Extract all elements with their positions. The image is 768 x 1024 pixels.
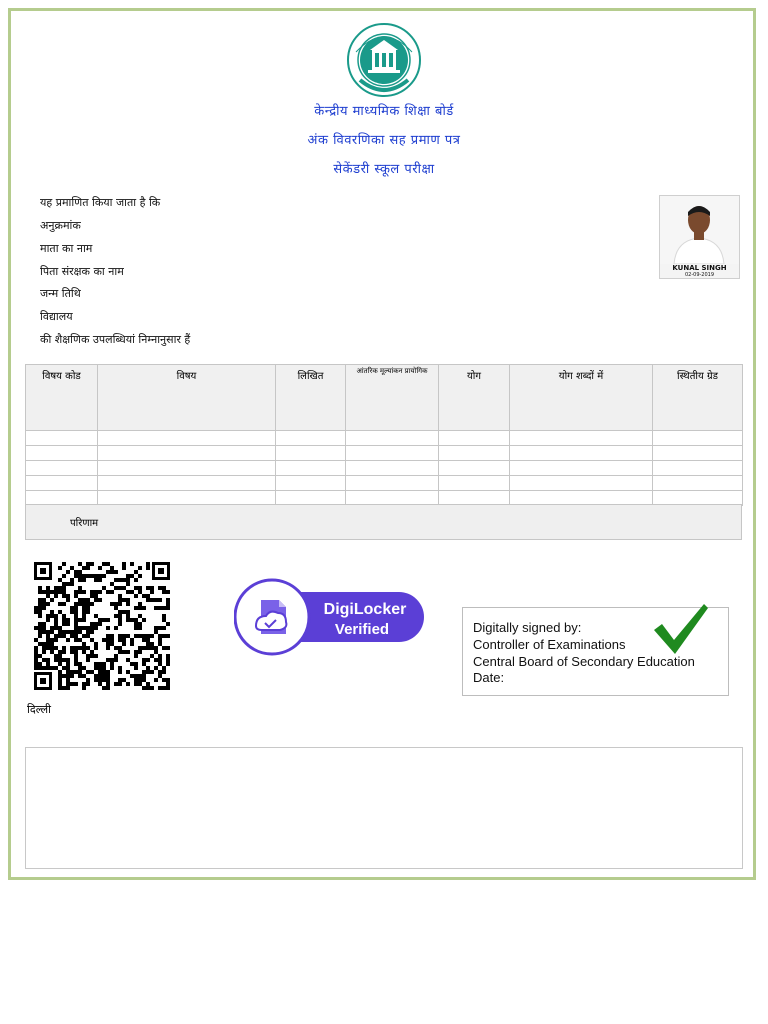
photo-date: 02-09-2019 [684,272,715,278]
marks-table [25,364,743,506]
result-row [25,504,742,540]
digilocker-line2: Verified [334,621,390,638]
table-row [26,476,743,491]
digilocker-line1: DigiLocker [323,601,407,618]
cbse-logo-icon [346,22,422,98]
info-line: पिता संरक्षक का नाम [40,265,124,278]
table-row [26,431,743,446]
result-label: परिणाम [70,518,99,529]
person-photo-icon [660,196,739,264]
info-line: विद्यालय [40,310,73,323]
signature-line: Controller of Examinations [473,637,626,652]
digilocker-verified-badge [234,578,428,656]
column-header: स्थितीय ग्रेड [653,365,743,431]
student-photo [659,195,740,279]
column-header: योग शब्दों में [510,365,653,431]
column-header: आंतरिक मूल्यांकन प्रायोगिक [346,365,439,431]
signature-line: Digitally signed by: [473,620,582,635]
column-header: लिखित [276,365,346,431]
info-line: की शैक्षणिक उपलब्धियां निम्नानुसार हैं [40,333,191,346]
city-label: दिल्ली [27,703,51,716]
qr-code-icon[interactable] [34,562,170,690]
photo-name: KUNAL SINGH [672,264,727,272]
table-row [26,461,743,476]
column-header: योग [439,365,510,431]
exam-title: सेकेंडरी स्कूल परीक्षा [333,162,435,177]
info-line: जन्म तिथि [40,287,81,300]
column-header: विषय कोड [26,365,98,431]
document-title: अंक विवरणिका सह प्रमाण पत्र [307,133,461,148]
table-row [26,446,743,461]
signature-line: Date: [473,670,505,685]
column-header: विषय [98,365,276,431]
checkmark-icon [650,600,710,656]
info-line: माता का नाम [40,242,93,255]
info-line: यह प्रमाणित किया जाता है कि [40,196,161,209]
signature-line: Central Board of Secondary Education [473,654,695,669]
bottom-notes-box [25,747,743,869]
info-line: अनुक्रमांक [40,219,81,232]
board-title: केन्द्रीय माध्यमिक शिक्षा बोर्ड [314,104,454,119]
